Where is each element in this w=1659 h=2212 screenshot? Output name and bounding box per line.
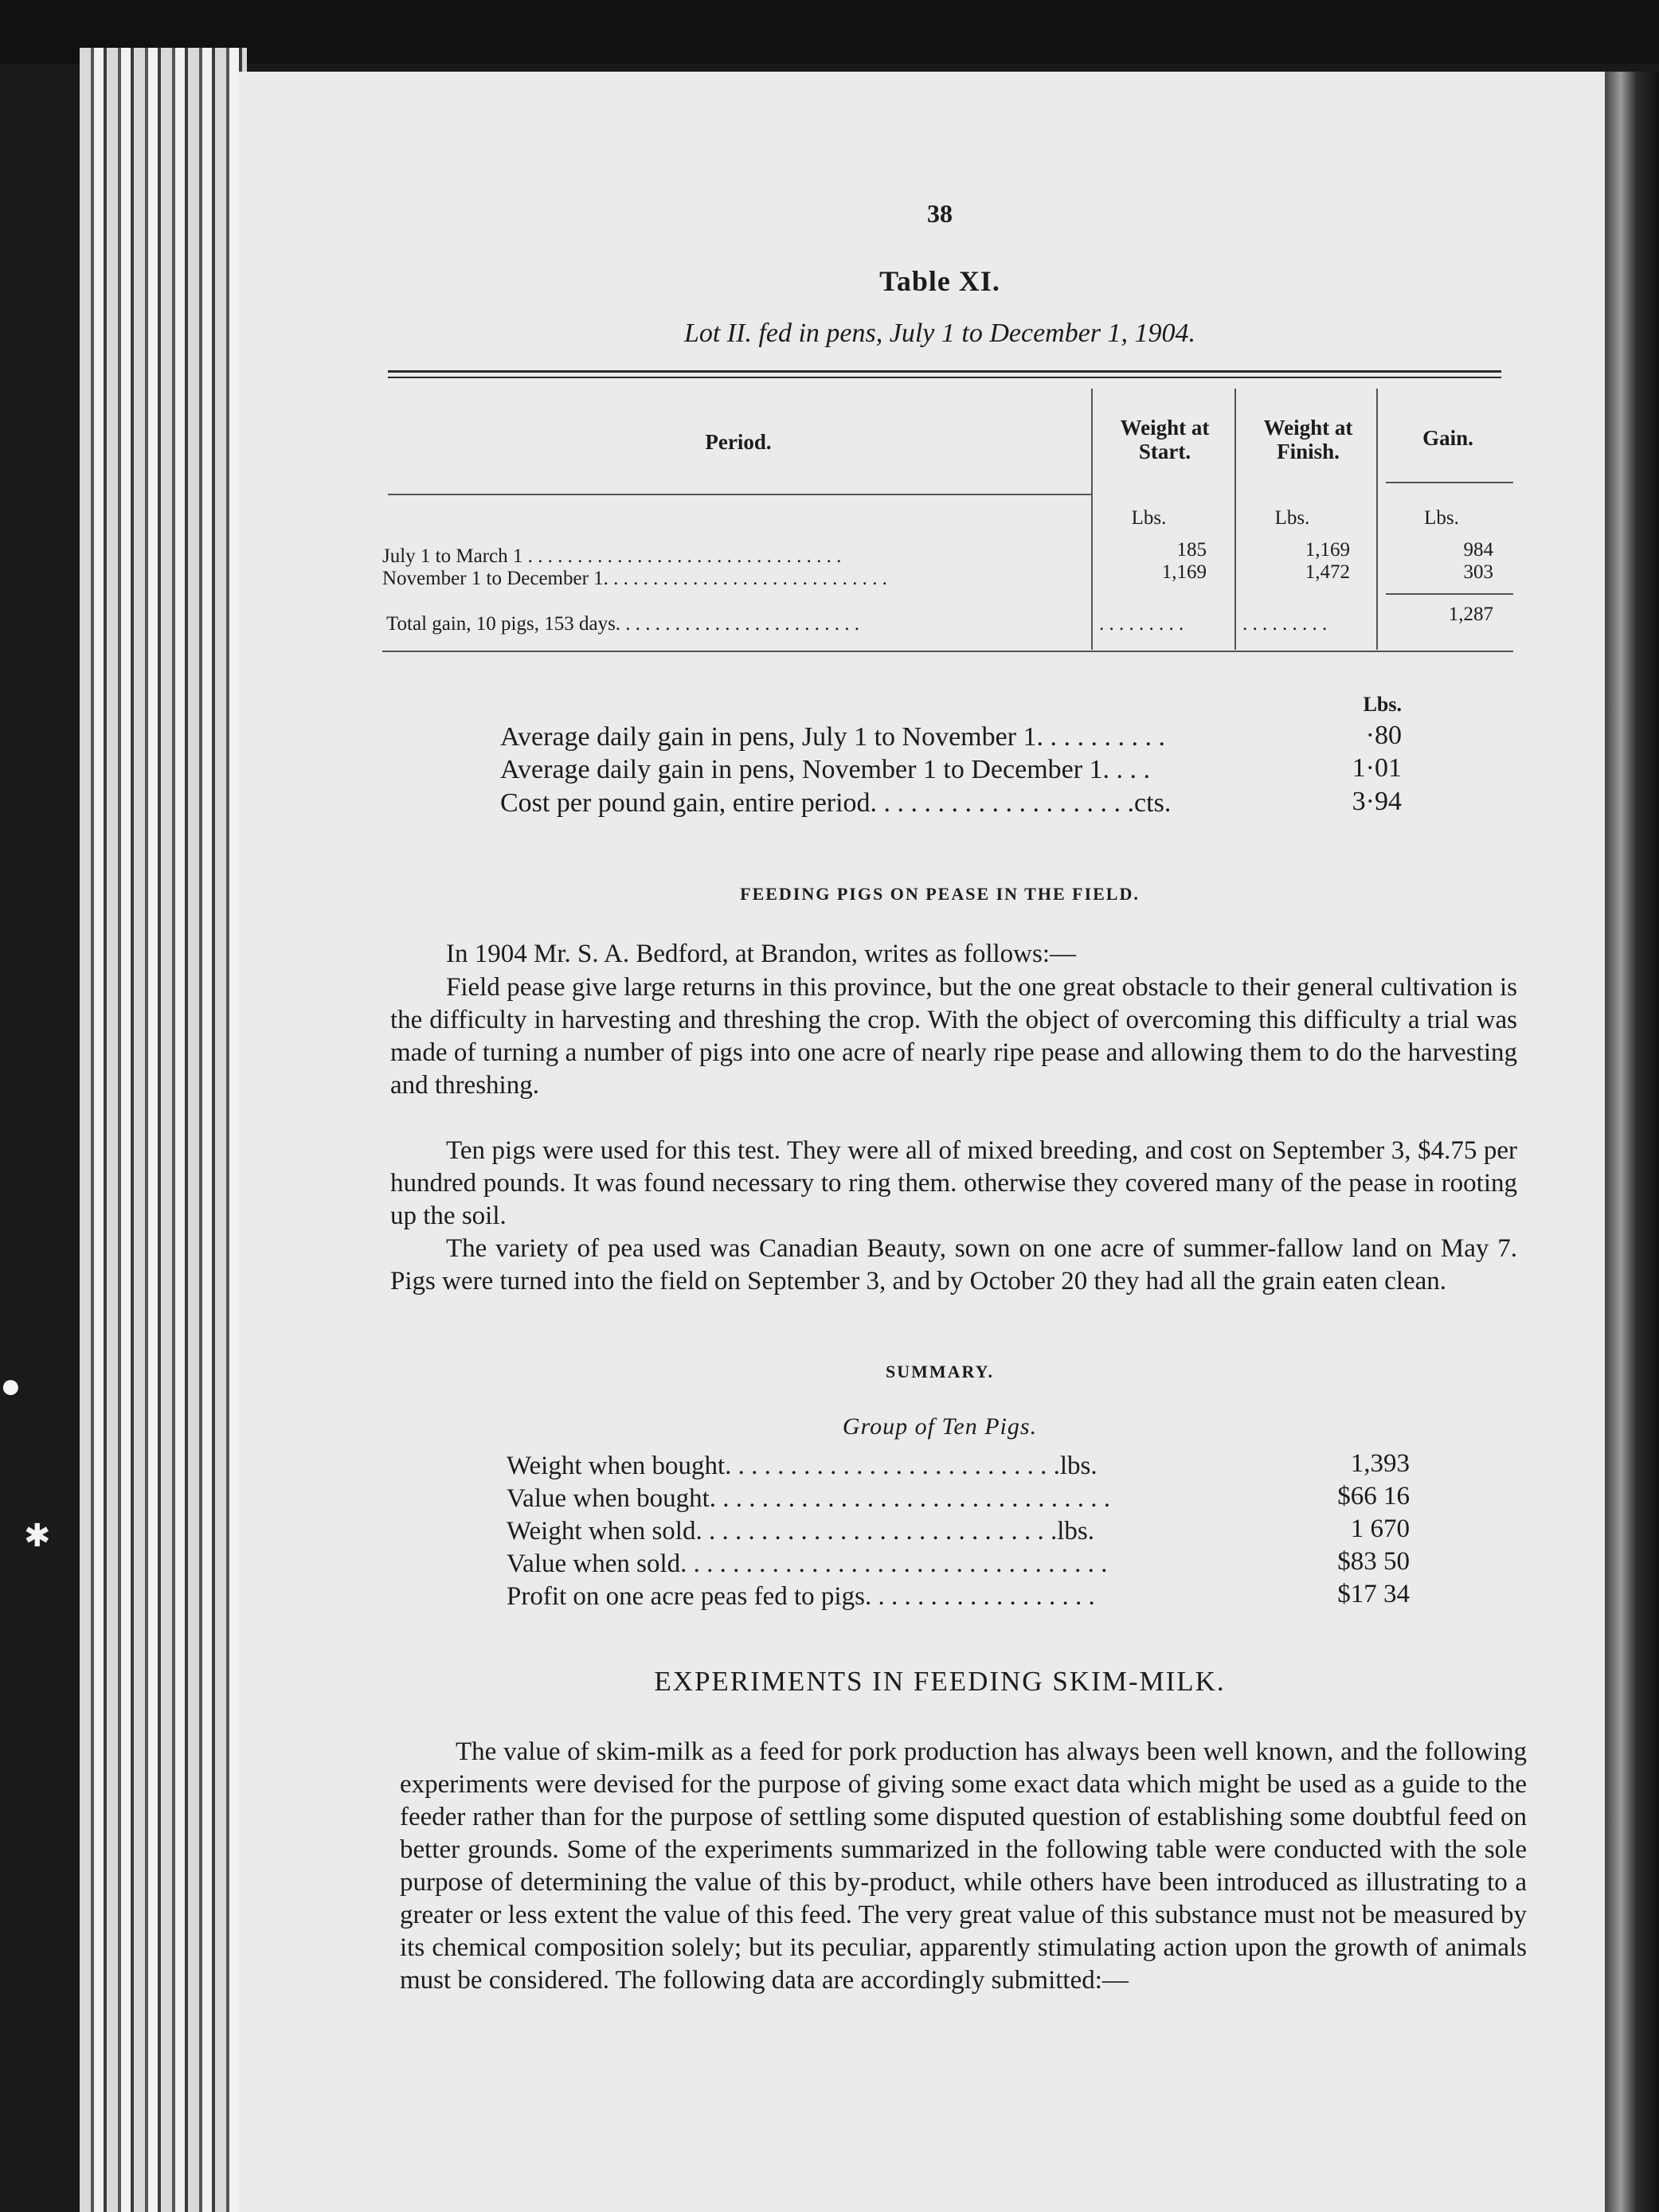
total-gain: 1,287 xyxy=(1448,604,1493,625)
body-paragraph: Field pease give large returns in this province, but the one great obstacle to their general cultivation is the difficulty in harvesting and threshing the crop. With the object of overcoming this difficulty a trial was made of turning a number of pigs into one acre of nearly ripe pease and allowing them to do the harvesting and threshing. xyxy=(390,973,1517,1100)
book-spine-edges xyxy=(80,48,247,2212)
summary-row-value: 1,393 xyxy=(1350,1449,1410,1478)
average-row-value: ·80 xyxy=(1365,721,1402,750)
summary-row-label: Value when bought. . . . . . . . . . . . . . . . . . . . . . . . . . . . . . . xyxy=(507,1484,1111,1513)
margin-blot-mark: ● xyxy=(0,1366,22,1405)
summary-row-value: $17 34 xyxy=(1337,1580,1410,1608)
row-gain: 984 xyxy=(1463,539,1493,561)
summary-subheading: Group of Ten Pigs. xyxy=(842,1413,1038,1440)
body-paragraph: Ten pigs were used for this test. They were all of mixed breeding, and cost on September 3, $4.75 per hundred pounds. It was found necessary to ring them. otherwise they covered many of the pease in rooting up the soil. xyxy=(390,1136,1517,1230)
total-row-label: Total gain, 10 pigs, 153 days. . . . . . . . . . . . . . . . . . . . . . . . . xyxy=(386,613,860,635)
intro-line: In 1904 Mr. S. A. Bedford, at Brandon, writes as follows:— xyxy=(446,940,1077,968)
row-finish: 1,169 xyxy=(1305,539,1350,561)
row-start: 185 xyxy=(1176,539,1207,561)
section-heading: FEEDING PIGS ON PEASE IN THE FIELD. xyxy=(740,884,1140,904)
summary-row-value: $66 16 xyxy=(1337,1482,1410,1510)
average-row-label: Average daily gain in pens, July 1 to November 1. . . . . . . . . . xyxy=(500,722,1166,752)
row-start: 1,169 xyxy=(1161,561,1207,583)
unit-start: Lbs. xyxy=(1131,507,1167,529)
column-divider xyxy=(1234,389,1236,650)
table-title: Table XI. xyxy=(879,265,1000,297)
average-row-value: 1·01 xyxy=(1352,753,1402,783)
row-gain: 303 xyxy=(1463,561,1493,583)
section-heading: EXPERIMENTS IN FEEDING SKIM-MILK. xyxy=(654,1666,1226,1697)
summary-row-label: Profit on one acre peas fed to pigs. . . . . . . . . . . . . . . . . . xyxy=(507,1582,1095,1611)
table-top-rule xyxy=(388,377,1501,378)
unit-gain: Lbs. xyxy=(1424,507,1459,529)
summary-heading: SUMMARY. xyxy=(885,1362,995,1382)
summary-row-label: Weight when sold. . . . . . . . . . . . . . . . . . . . . . . . . . . .lbs. xyxy=(507,1517,1094,1546)
total-row-dots: . . . . . . . . . xyxy=(1242,613,1328,635)
unit-finish: Lbs. xyxy=(1274,507,1310,529)
average-row-label: Cost per pound gain, entire period. . . . . . . . . . . . . . . . . . . .cts. xyxy=(500,788,1172,818)
summary-row-label: Weight when bought. . . . . . . . . . . . . . . . . . . . . . . . . .lbs. xyxy=(507,1452,1098,1480)
scan-top-border xyxy=(0,0,1659,64)
margin-blot-mark: ✱ xyxy=(24,1518,51,1553)
header-rule xyxy=(388,494,1091,495)
averages-unit: Lbs. xyxy=(1363,693,1402,716)
table-subtitle: Lot II. fed in pens, July 1 to December 1, 1904. xyxy=(683,319,1196,348)
row-finish: 1,472 xyxy=(1305,561,1350,583)
page-number: 38 xyxy=(927,199,953,228)
body-paragraph: The variety of pea used was Canadian Beauty, sown on one acre of summer-fallow land on May 7. Pigs were turned into the field on September 3, and by October 20 they had all the grain eaten clean. xyxy=(390,1234,1517,1296)
column-divider xyxy=(1091,389,1093,650)
average-row-value: 3·94 xyxy=(1352,787,1402,816)
col-header-period: Period. xyxy=(705,430,772,454)
gain-sum-rule xyxy=(1386,593,1513,595)
col-header-weight-start: Weight at Start. xyxy=(1120,416,1210,463)
body-paragraph: The value of skim-milk as a feed for pork production has always been well known, and the following experiments were devised for the purpose of giving some exact data which might be used as a guide to the feeder rather than for the purpose of settling some disputed question of establishing some doubtful feed on better grounds. Some of the experiments summarized in the following table were conducted with the sole purpose of determining the value of this by-product, while others have been introduced as illustrating to a greater or less extent the value of this feed. The very great value of this substance must not be measured by its chemical composition solely; but its peculiar, apparently stimulating action upon the growth of animals must be considered. The following data are accordingly submitted:— xyxy=(400,1737,1527,1995)
total-row-dots: . . . . . . . . . xyxy=(1099,613,1184,635)
column-divider xyxy=(1376,389,1378,650)
average-row-label: Average daily gain in pens, November 1 to December 1. . . . xyxy=(500,755,1151,784)
table-top-rule xyxy=(388,370,1501,373)
scan-right-border xyxy=(1605,72,1659,2212)
summary-row-value: $83 50 xyxy=(1337,1547,1410,1576)
col-header-gain: Gain. xyxy=(1422,426,1473,450)
row-period: November 1 to December 1. . . . . . . . . . . . . . . . . . . . . . . . . . . . . xyxy=(382,568,887,589)
summary-row-label: Value when sold. . . . . . . . . . . . . . . . . . . . . . . . . . . . . . . . . xyxy=(507,1550,1108,1578)
gain-header-rule xyxy=(1386,482,1513,483)
table-bottom-rule xyxy=(382,651,1513,652)
summary-row-value: 1 670 xyxy=(1350,1514,1410,1543)
row-period: July 1 to March 1 . . . . . . . . . . . . . . . . . . . . . . . . . . . . . . . . xyxy=(382,545,842,567)
col-header-weight-finish: Weight at Finish. xyxy=(1263,416,1353,463)
